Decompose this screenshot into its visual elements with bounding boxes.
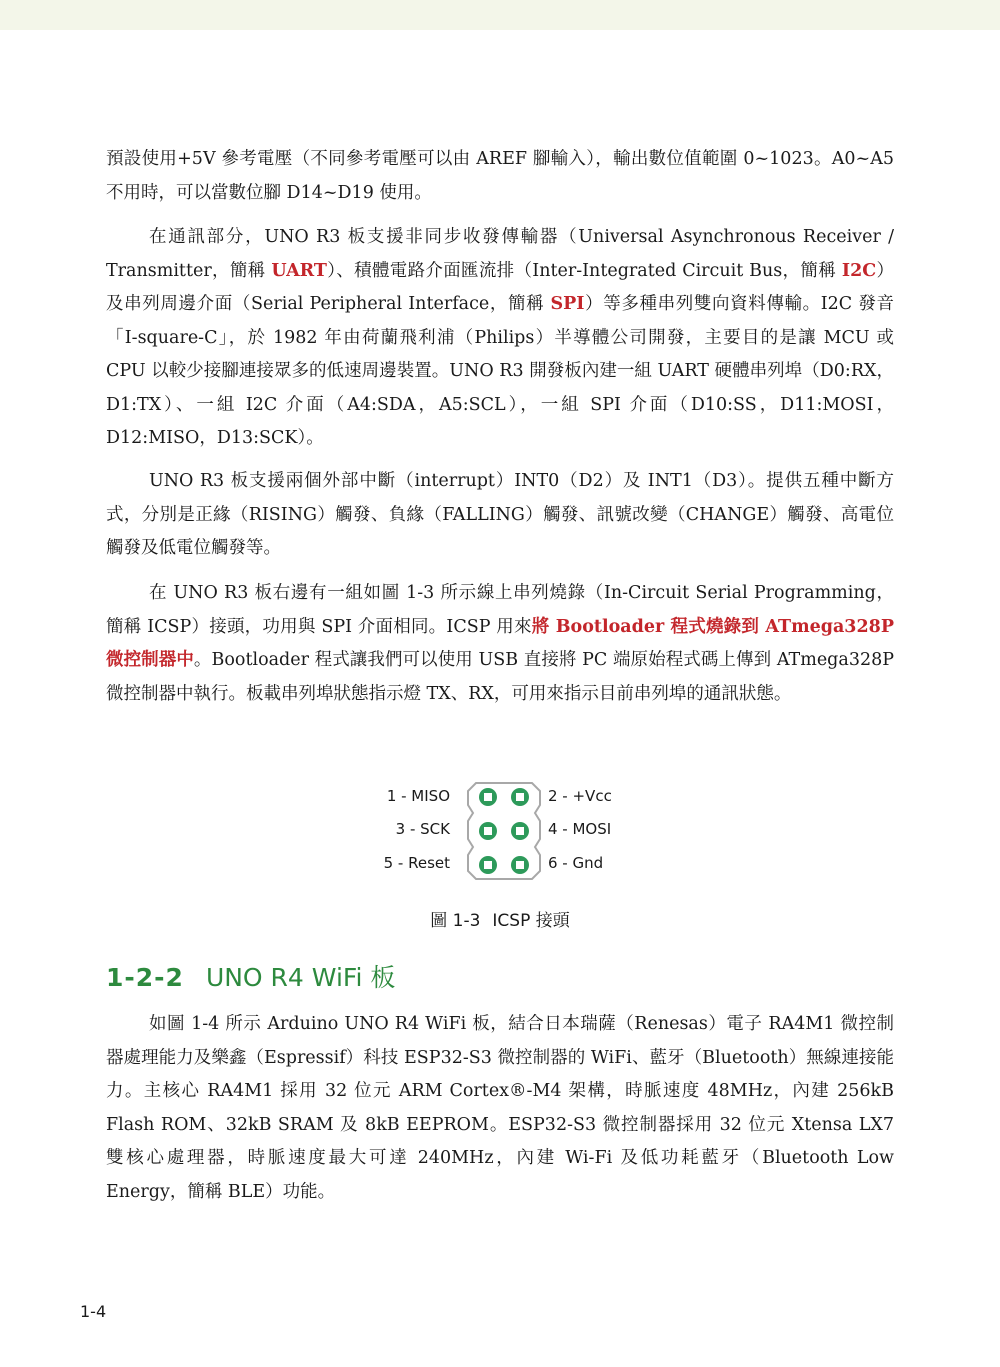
pin-label-5: 5 - Reset	[383, 854, 450, 872]
section-number: 1-2-2	[106, 963, 184, 992]
paragraph-aref	[106, 143, 894, 210]
pin-6-pad	[511, 856, 529, 874]
pin-3-pad	[479, 822, 497, 840]
paragraph-interrupts-text: UNO R3 板支援兩個外部中斷（interrupt）INT0（D2）及 INT1（D3）。提供五種中斷方式，分別是正緣（RISING）觸發、負緣（FALLING）觸發、訊號改變（CHANGE）觸發、高電位觸發及低電位觸發等。	[106, 471, 894, 558]
pin-5-pad	[479, 856, 497, 874]
bootloader-highlight: 將 Bootloader 程式燒錄到 ATmega328P 微控制器中	[106, 616, 894, 670]
pin-2-pad	[511, 788, 529, 806]
p4-part2: 。Bootloader 程式讓我們可以使用 USB 直接將 PC 端原始程式碼上傳到 ATmega328P 微控制器中執行。板載串列埠狀態指示燈 TX、RX，可用來指示目前串列埠的通訊狀態。	[106, 650, 894, 704]
i2c-highlight: I2C	[841, 260, 877, 281]
paragraph-uno-r4-text: 如圖 1-4 所示 Arduino UNO R4 WiFi 板，結合日本瑞薩（Renesas）電子 RA4M1 微控制器處理能力及樂鑫（Espressif）科技 ESP32-S3 微控制器的 WiFi、藍牙（Bluetooth）無線連接能力。主核心 RA4M1 採用 32 位元 ARM Cortex®-M4 架構，時脈速度 48MHz，內建 256kB Flash ROM、32kB SRAM 及 8kB EEPROM。ESP32-S3 微控制器採用 32 位元 Xtensa LX7 雙核心處理器，時脈速度最大可達 240MHz，內建 Wi-Fi 及低功耗藍牙（Bluetooth Low Energy，簡稱 BLE）功能。	[106, 1014, 894, 1202]
uart-highlight: UART	[271, 260, 327, 281]
paragraph-aref-text: 預設使用+5V 參考電壓（不同參考電壓可以由 AREF 腳輸入），輸出數位值範圍 0~1023。A0~A5 不用時，可以當數位腳 D14~D19 使用。	[106, 149, 894, 203]
pin-label-3: 3 - SCK	[395, 820, 450, 838]
p2-part4: ）等多種串列雙向資料傳輸。I2C 發音「I-square-C」，於 1982 年由荷蘭飛利浦（Philips）半導體公司開發，主要目的是讓 MCU 或 CPU 以較少接腳連接眾多的低速周邊裝置。UNO R3 開發板內建一組 UART 硬體串列埠（D0:RX，D1:TX）、一組 I2C 介面（A4:SDA，A5:SCL），一組 SPI 介面（D10:SS，D11:MOSI，D12:MISO，D13:SCK）。	[106, 294, 894, 448]
section-title: UNO R4 WiFi 板	[205, 963, 396, 992]
spi-highlight: SPI	[550, 294, 585, 314]
p2-part2: ）、積體電路介面匯流排（Inter-Integrated Circuit Bus，簡稱	[326, 260, 842, 281]
pin-label-2: 2 - +Vcc	[548, 787, 612, 805]
p4-part1: 在 UNO R3 板右邊有一組如圖 1-3 所示線上串列燒錄（In-Circuit Serial Programming，簡稱 ICSP）接頭，功用與 SPI 介面相同。ICSP 用來	[106, 583, 894, 637]
caption-text: ICSP 接頭	[492, 911, 570, 931]
p2-part1: 在通訊部分，UNO R3 板支援非同步收發傳輸器（Universal Asynchronous Receiver / Transmitter，簡稱	[106, 227, 894, 281]
p2-part3: ）及串列周邊介面（Serial Peripheral Interface，簡稱	[106, 260, 895, 314]
page-number: 1-4	[80, 1302, 107, 1321]
icsp-header-figure	[380, 777, 620, 887]
pin-label-1: 1 - MISO	[386, 787, 450, 805]
icsp-connector-diagram	[464, 779, 544, 883]
caption-number: 圖 1-3	[430, 911, 481, 931]
pin-label-6: 6 - Gnd	[548, 854, 604, 872]
paragraph-icsp	[106, 577, 894, 711]
connector-outline	[468, 783, 540, 879]
section-heading	[106, 958, 395, 994]
paragraph-uno-r4	[106, 1008, 894, 1209]
paragraph-communication	[106, 221, 894, 456]
paragraph-interrupts	[106, 465, 894, 566]
top-band	[0, 0, 1000, 30]
figure-caption	[0, 906, 1000, 931]
pin-1-pad	[479, 788, 497, 806]
pin-4-pad	[511, 822, 529, 840]
pin-label-4: 4 - MOSI	[548, 820, 612, 838]
